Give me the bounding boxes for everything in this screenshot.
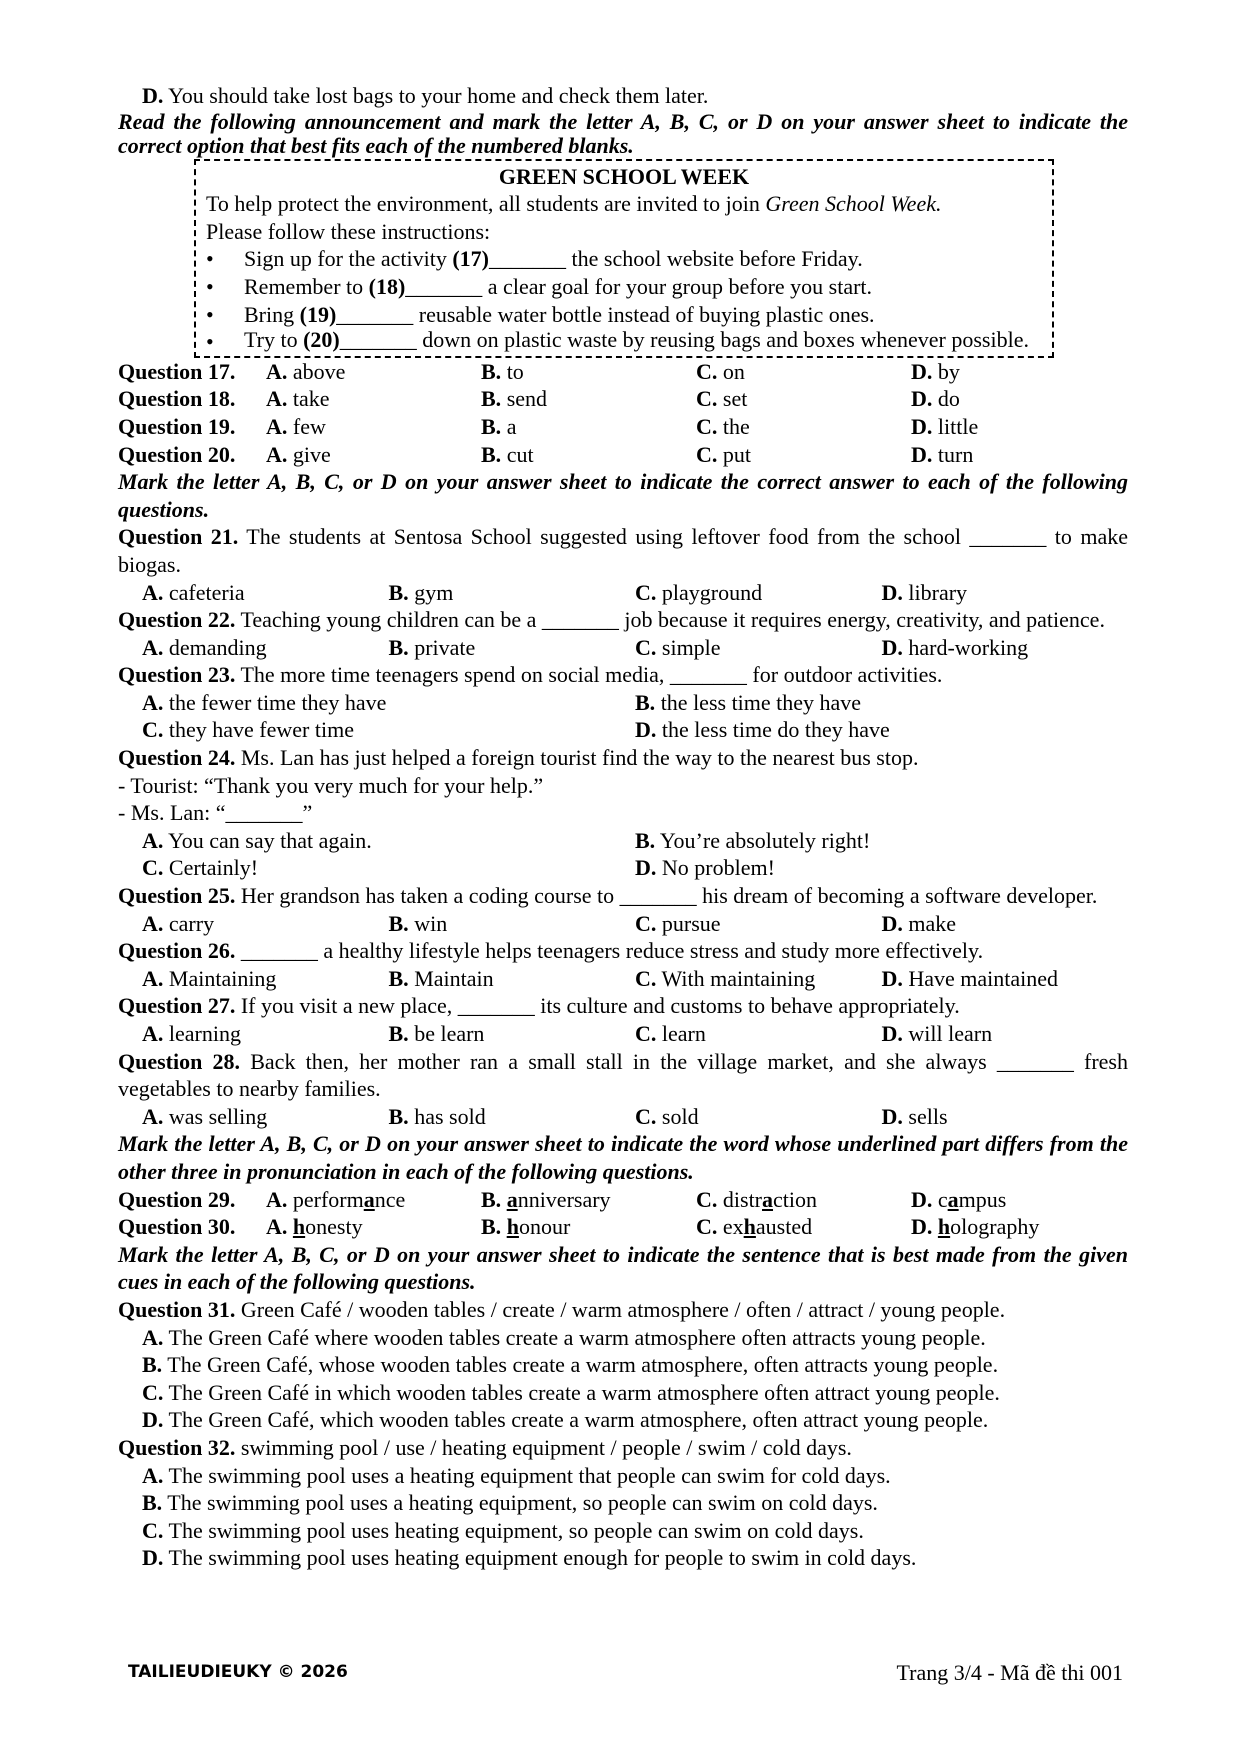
q16-option-d: D. You should take lost bags to your home and check them later. [142,83,709,108]
question-25-options: A. carry B. win C. pursue D. make [142,910,957,936]
question-31: Question 31. Green Café / wooden tables / create / warm atmosphere / often / attract / young people. [118,1296,1006,1322]
question-32-option-c: C. The swimming pool uses heating equipment, so people can swim on cold days. [142,1517,864,1543]
question-17: Question 17. A. above B. to C. on D. by [118,358,960,384]
question-30: Question 30. A. honesty B. honour C. exhausted D. holography [118,1214,1040,1240]
question-24-tourist: - Tourist: “Thank you very much for your help.” [118,772,544,798]
footer-brand: TAILIEUDIEUKY © 2026 [128,1662,348,1682]
instructions-announcement: Read the following announcement and mark the letter A, B, C, or D on your answer sheet to indicate the correct option that best fits each of the numbered blanks. [118,108,1128,159]
question-23-options-cd: C. they have fewer time D. the less time do they have [142,717,890,743]
question-18: Question 18. A. take B. send C. set D. do [118,386,960,412]
question-24-options-cd: C. Certainly! D. No problem! [142,855,775,881]
question-24-options-ab: A. You can say that again. B. You’re absolutely right! [142,827,871,853]
question-31-option-a: A. The Green Café where wooden tables create a warm atmosphere often attracts young people. [142,1324,986,1350]
exam-page [118,82,1128,1572]
question-31-option-d: D. The Green Café, which wooden tables create a warm atmosphere, often attract young people. [142,1407,989,1433]
question-31-option-b: B. The Green Café, whose wooden tables create a warm atmosphere, often attracts young people. [142,1352,999,1378]
question-21: Question 21. The students at Sentosa School suggested using leftover food from the school _______ to make biogas. [118,524,1128,577]
question-32-option-a: A. The swimming pool uses a heating equipment that people can swim for cold days. [142,1462,891,1488]
question-28: Question 28. Back then, her mother ran a small stall in the village market, and she always _______ fresh vegetables to nearby families. [118,1048,1128,1102]
instructions-sentence: Mark the letter A, B, C, or D on your answer sheet to indicate the sentence that is best made from the given cues in each of the following questions. [118,1241,1128,1295]
question-32: Question 32. swimming pool / use / heating equipment / people / swim / cold days. [118,1434,852,1460]
question-32-option-d: D. The swimming pool uses heating equipment enough for people to swim in cold days. [142,1545,917,1571]
announcement-box [194,159,1054,358]
question-23: Question 23. The more time teenagers spend on social media, _______ for outdoor activities. [118,662,943,688]
question-25: Question 25. Her grandson has taken a coding course to _______ his dream of becoming a software developer. [118,883,1098,909]
question-24: Question 24. Ms. Lan has just helped a foreign tourist find the way to the nearest bus stop. [118,745,919,771]
announcement-title: GREEN SCHOOL WEEK [498,163,750,189]
announcement-bullet-3: • Bring (19)_______ reusable water bottle instead of buying plastic ones. [206,301,875,327]
announcement-bullet-4: • Try to (20)_______ down on plastic waste by reusing bags and boxes whenever possible. [206,327,1029,355]
announcement-follow: Please follow these instructions: [206,218,491,244]
question-27-options: A. learning B. be learn C. learn D. will learn [142,1021,993,1046]
instructions-questions: Mark the letter A, B, C, or D on your answer sheet to indicate the correct answer to each of the following questions. [118,469,1128,522]
question-26-options: A. Maintaining B. Maintain C. With maintaining D. Have maintained [142,965,1059,991]
question-31-option-c: C. The Green Café in which wooden tables create a warm atmosphere often attract young people. [142,1379,1000,1405]
question-28-options: A. was selling B. has sold C. sold D. sells [142,1103,948,1129]
question-19: Question 19. A. few B. a C. the D. little [118,413,979,439]
question-26: Question 26. _______ a healthy lifestyle helps teenagers reduce stress and study more effectively. [118,938,984,964]
question-20: Question 20. A. give B. cut C. put D. turn [118,441,974,467]
question-23-options-ab: A. the fewer time they have B. the less time they have [142,689,862,715]
announcement-intro: To help protect the environment, all students are invited to join Green School Week. [206,191,942,217]
question-24-mslan: - Ms. Lan: “_______” [118,800,313,826]
question-22: Question 22. Teaching young children can be a _______ job because it requires energy, creativity, and patience. [118,607,1105,633]
footer-page-number: Trang 3/4 - Mã đề thi 001 [896,1660,1123,1685]
announcement-bullet-1: • Sign up for the activity (17)_______ the school website before Friday. [206,246,863,272]
question-21-options: A. cafeteria B. gym C. playground D. library [142,579,968,605]
page-footer [128,1662,1123,1692]
question-32-option-b: B. The swimming pool uses a heating equipment, so people can swim on cold days. [142,1490,878,1516]
question-29: Question 29. A. performance B. anniversary C. distraction D. campus [118,1186,1007,1212]
instructions-pronunciation: Mark the letter A, B, C, or D on your answer sheet to indicate the word whose underlined part differs from the other three in pronunciation in each of the following questions. [118,1131,1128,1184]
question-22-options: A. demanding B. private C. simple D. hard-working [142,634,1029,660]
announcement-bullet-2: • Remember to (18)_______ a clear goal for your group before you start. [206,273,873,299]
question-27: Question 27. If you visit a new place, _______ its culture and customs to behave appropriately. [118,993,960,1019]
